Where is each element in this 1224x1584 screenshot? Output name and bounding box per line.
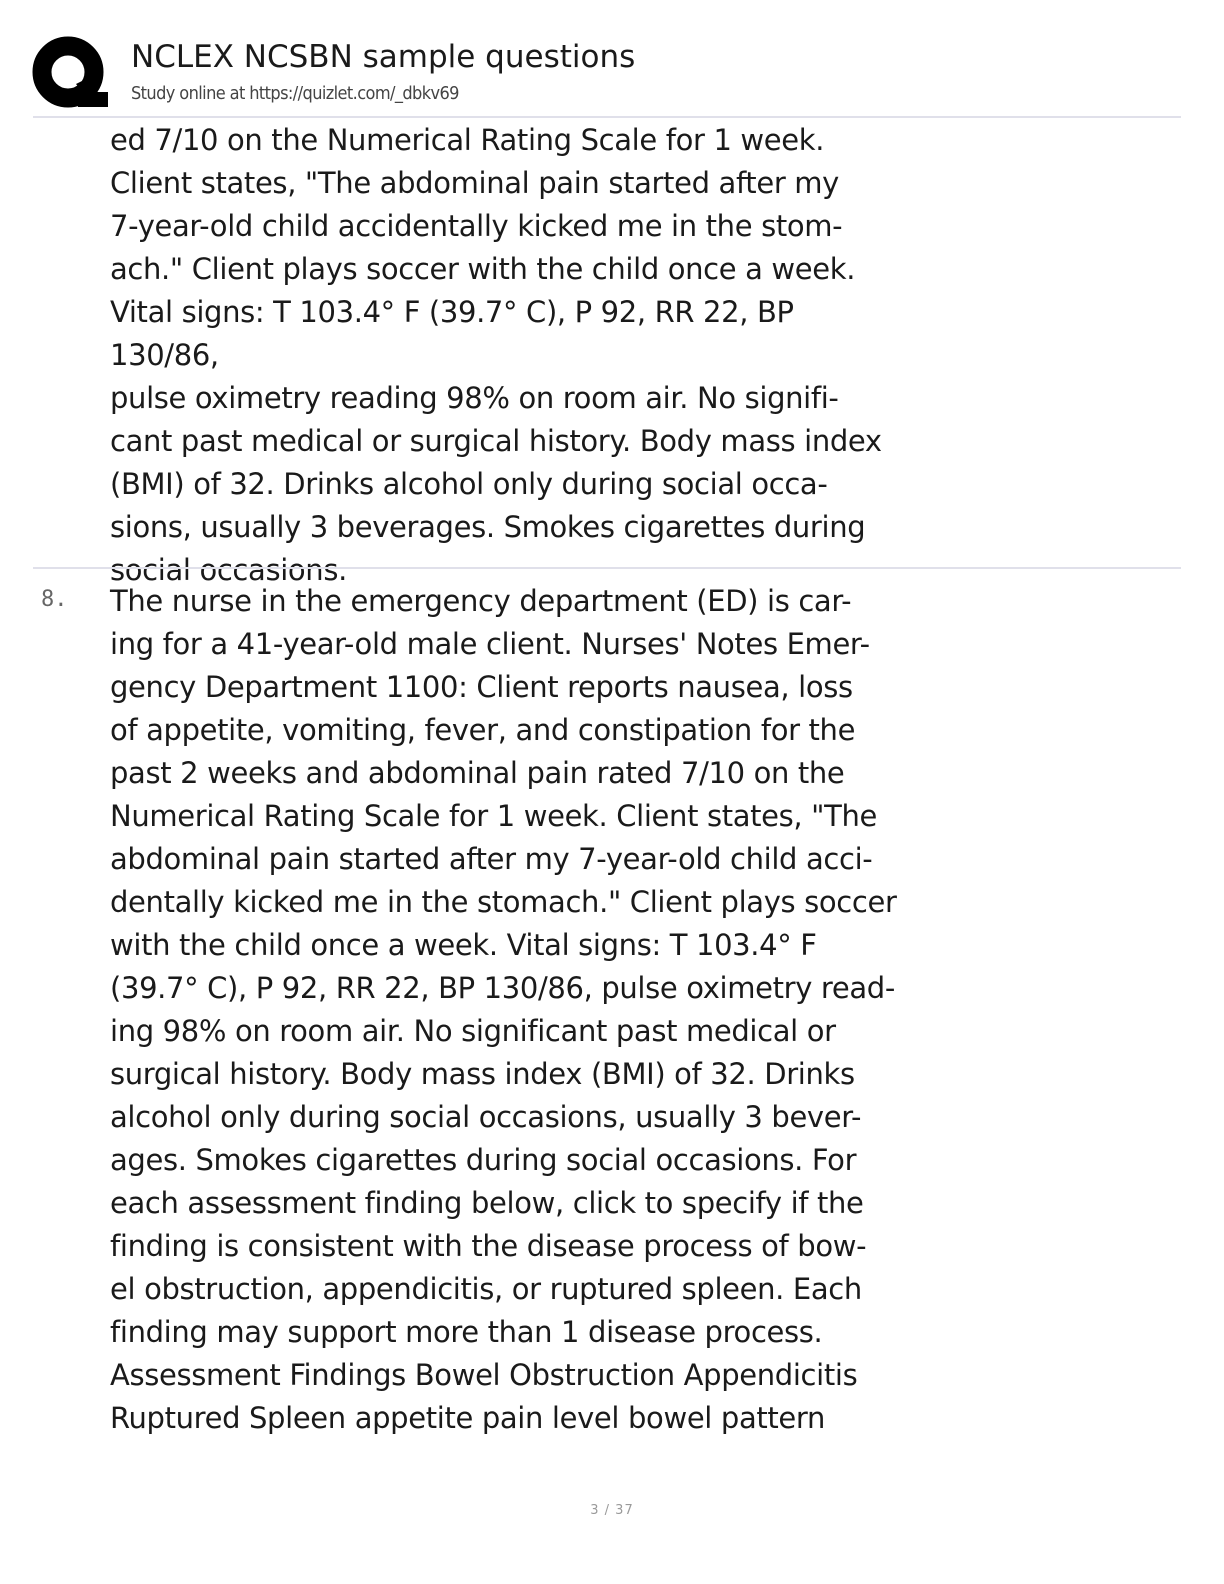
quizlet-q-logo-icon [32, 36, 108, 112]
header-divider [33, 116, 1181, 118]
document-title: NCLEX NCSBN sample questions [131, 39, 636, 75]
question-text: The nurse in the emergency department (ED) is car- ing for a 41-year-old male client. Nurses' Notes Emer- gency Department 1100: Client reports nausea, loss of appetite, vomiting, fever, and constipation for the past 2 weeks and abdominal pain rated 7/10 on the Numerical Rating Scale for 1 week. Client states, "The abdominal pain started after my 7-year-old child acci- dentally kicked me in the stomach." Client plays soccer with the child once a week. Vital signs: T 103.4° F (39.7° C), P 92, RR 22, BP 130/86, pulse oximetry read- ing 98% on room air. No significant past medical or surgical history. Body mass index (BMI) of 32. Drinks alcohol only during social occasions, usually 3 bever- ages. Smokes cigarettes during social occasions. For each assessment finding below, click to specify if the finding is consistent with the disease process of bow- el obstruction, appendicitis, or ruptured spleen. Each finding may support more than 1 disease process. Assessment Findings Bowel Obstruction Appendicitis Ruptured Spleen appetite pain level bowel pattern [110, 584, 897, 1435]
page-header [30, 30, 1180, 118]
study-online-link[interactable]: Study online at https://quizlet.com/_dbkv69 [131, 83, 459, 104]
page-number: 3 / 37 [590, 1503, 634, 1518]
continued-answer-text: ed 7/10 on the Numerical Rating Scale for 1 week. Client states, "The abdominal pain started after my 7-year-old child accidentally kicked me in the stom- ach." Client plays soccer with the child once a week. Vital signs: T 103.4° F (39.7° C), P 92, RR 22, BP 130/86, pulse oximetry reading 98% on room air. No signifi- cant past medical or surgical history. Body mass index (BMI) of 32. Drinks alcohol only during social occa- sions, usually 3 beverages. Smokes cigarettes during social occasions. [110, 123, 882, 587]
question-divider [33, 567, 1181, 569]
question-number: 8. [41, 587, 68, 612]
